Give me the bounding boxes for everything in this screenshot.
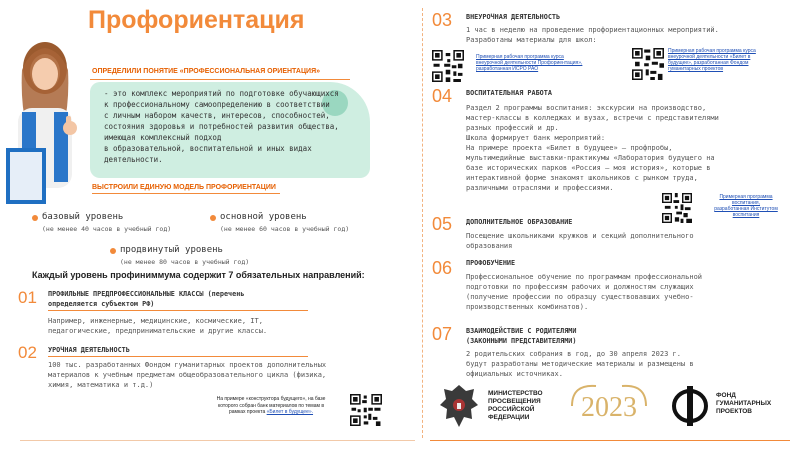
section-text-06: Профессиональное обучение по программам профессиональной подготовки по профессиям рабочих и должностям служащих (получение профессии по образцу существовавших учебно- производственных комбинатов). [466, 273, 703, 311]
student-photo [0, 30, 90, 220]
level-basic [42, 212, 171, 233]
section-number-03: 03 [432, 10, 453, 30]
model-label: ВЫСТРОИЛИ ЕДИНУЮ МОДЕЛЬ ПРОФОРИЕНТАЦИИ [92, 184, 280, 194]
section-title-03: ВНЕУРОЧНАЯ ДЕЯТЕЛЬНОСТЬ [466, 13, 561, 21]
fund-name: ФОНД ГУМАНИТАРНЫХ ПРОЕКТОВ [716, 392, 772, 415]
section-number-04: 04 [432, 86, 453, 106]
bullet-icon [110, 248, 116, 254]
section-text-03: 1 час в неделю на проведение профориентационных мероприятий. Разработаны материалы для школ: [466, 26, 719, 44]
section-number-02: 02 [18, 343, 37, 362]
link-program-isro[interactable]: Примерная рабочая программа курса внеурочной деятельности Профориентация», разработанная ИСРО РАО [476, 54, 583, 72]
qr-code-icon[interactable] [350, 394, 382, 426]
qr-code-icon[interactable] [662, 193, 692, 223]
section-text-05: Посещение школьниками кружков и секций дополнительного образования [466, 232, 694, 250]
section-title-07: ВЗАИМОДЕЙСТВИЕ С РОДИТЕЛЯМИ (ЗАКОННЫМИ ПРЕДСТАВИТЕЛЯМИ) [466, 327, 577, 345]
bullet-icon [210, 215, 216, 221]
section-number-07: 07 [432, 324, 453, 344]
definition-text: - это комплекс мероприятий по подготовке обучающихся к профессиональному самоопределению в соответствии с личным набором качеств, интересов, способностей, состояния здоровья и потребностей развития общества, имеющая комплексный подход в образовательной, воспитательной и иных видах деятельности. [104, 89, 339, 164]
seven-directions-heading: Каждый уровень профиниммума содержит 7 обязательных направлений: [32, 270, 365, 280]
level-hours: (не менее 80 часов в учебный год) [120, 258, 250, 266]
section-text-04: Раздел 2 программы воспитания: экскурсии на производство, мастер-классы в колледжах и вузах, встречи с представителями разных профессий и др. Школа формирует банк мероприятий: На примере проекта «Билет в будущее» – профпробы, мультимедийные выставки-практикумы «Лаборатория будущего на базе исторических парков «Россия – моя история», которые в интерактивной форме знакомят школьников с рынком труда, различными отраслями и профессиями. [466, 104, 719, 192]
section-title-02: УРОЧНАЯ ДЕЯТЕЛЬНОСТЬ [48, 345, 308, 357]
year-text: 2023 [581, 392, 637, 423]
qr-code-icon[interactable] [631, 48, 665, 80]
level-name: основной уровень [220, 212, 307, 222]
section-title-01: ПРОФИЛЬНЫЕ ПРЕДПРОФЕССИОНАЛЬНЫЕ КЛАССЫ (перечень определяется субъектом РФ) [48, 289, 308, 311]
level-hours: (не менее 60 часов в учебный год) [220, 225, 350, 233]
defined-concept-label: ОПРЕДЕЛИЛИ ПОНЯТИЕ «ПРОФЕССИОНАЛЬНАЯ ОРИЕНТАЦИЯ» [90, 64, 350, 80]
bullet-icon [32, 215, 38, 221]
right-bottom-line [430, 440, 790, 441]
note-link[interactable]: «Билет в будущее». [266, 409, 314, 415]
column-divider [422, 8, 423, 438]
level-name: базовый уровень [42, 212, 124, 222]
section-number-06: 06 [432, 258, 453, 278]
coat-of-arms-icon [438, 383, 480, 431]
link-upbringing-program[interactable]: Примерная программа воспитания, разработанная Институтом воспитания [714, 194, 778, 218]
section-title-04: ВОСПИТАТЕЛЬНАЯ РАБОТА [466, 89, 552, 97]
year-logo [566, 380, 652, 432]
level-main [220, 212, 349, 233]
fund-logo-icon [670, 384, 710, 428]
section-text-01: Например, инженерные, медицинские, космические, IT, педагогические, предпринимательские и другие классы. [48, 317, 268, 335]
note-text: На примере «конструктора будущего», на базе которого собран банк материалов по темам в рамках проекта [216, 396, 326, 415]
link-program-ticket[interactable]: Примерная рабочая программа курса внеурочной деятельности «Билет в будущее», разработанная Фондом гуманитарных проектов [668, 48, 756, 72]
page-title: Профориентация [88, 6, 305, 34]
qr-code-icon[interactable] [430, 50, 466, 82]
section-title-06: ПРОФОБУЧЕНИЕ [466, 259, 516, 267]
level-hours: (не менее 40 часов в учебный год) [42, 225, 172, 233]
section-text-02: 100 тыс. разработанных Фондом гуманитарных проектов дополнительных материалов к учебным предметам общеобразовательного цикла (физика, химия, математика и т.д.) [48, 361, 327, 389]
level-name: продвинутый уровень [120, 245, 223, 255]
constructor-note [198, 396, 344, 416]
section-text-07: 2 родительских собрания в год, до 30 апреля 2023 г. будут разработаны методические материалы и размещены в официальных источниках. [466, 350, 694, 378]
level-advanced [120, 245, 249, 266]
left-bottom-line [20, 440, 415, 441]
ministry-name: МИНИСТЕРСТВО ПРОСВЕЩЕНИЯ РОССИЙСКОЙ ФЕДЕРАЦИИ [488, 390, 543, 421]
section-number-05: 05 [432, 214, 453, 234]
section-number-01: 01 [18, 288, 37, 307]
section-title-05: ДОПОЛНИТЕЛЬНОЕ ОБРАЗОВАНИЕ [466, 218, 573, 226]
